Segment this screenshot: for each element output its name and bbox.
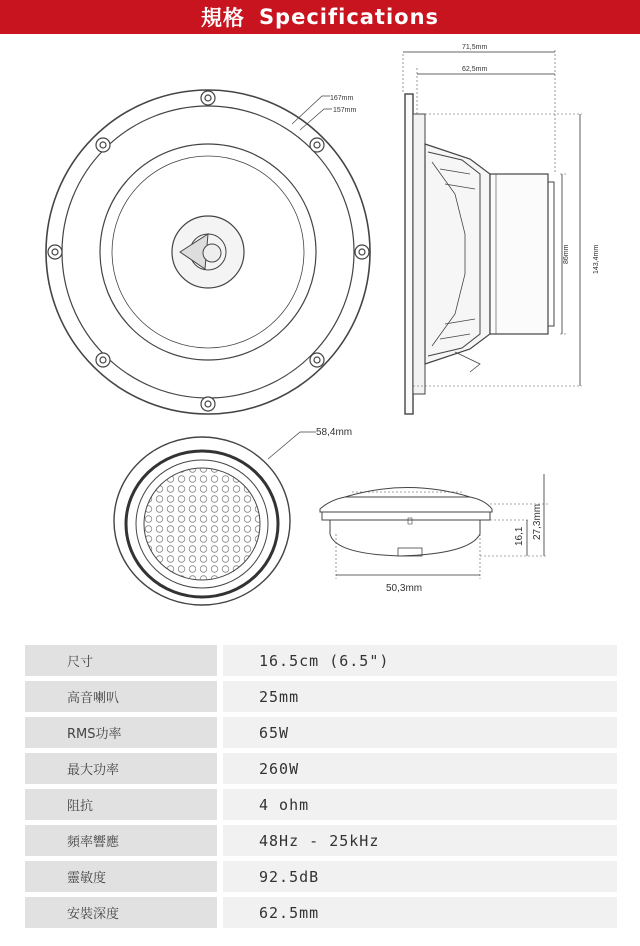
dim-side-depth-mount: 62,5mm <box>462 66 488 73</box>
dim-front-inner: 157mm <box>333 107 357 114</box>
dim-tweeter-width: 50,3mm <box>386 583 423 594</box>
spec-row <box>25 645 617 676</box>
spec-value: 62.5mm <box>223 897 617 928</box>
woofer-front-view <box>46 90 370 414</box>
spec-label: 尺寸 <box>25 645 217 676</box>
page-header <box>0 0 640 34</box>
tweeter-front-view <box>114 432 316 605</box>
spec-label: RMS功率 <box>25 717 217 748</box>
spec-label: 安裝深度 <box>25 897 217 928</box>
technical-drawing <box>0 34 640 634</box>
dim-side-depth-total: 71,5mm <box>462 44 488 51</box>
header-title-en: Specifications <box>258 5 440 29</box>
spec-value: 48Hz - 25kHz <box>223 825 617 856</box>
dim-side-magnet: 86mm <box>563 244 570 264</box>
spec-value: 16.5cm (6.5") <box>223 645 617 676</box>
spec-row <box>25 789 617 820</box>
dim-tweeter-diameter: 58,4mm <box>316 427 353 438</box>
dim-tweeter-height-small: 16,1 <box>514 526 525 546</box>
spec-row <box>25 681 617 712</box>
dim-tweeter-height-total: 27,3mm <box>532 503 543 540</box>
spec-label: 頻率響應 <box>25 825 217 856</box>
spec-label: 阻抗 <box>25 789 217 820</box>
spec-row <box>25 825 617 856</box>
spec-value: 65W <box>223 717 617 748</box>
woofer-side-view <box>403 50 582 414</box>
spec-row <box>25 753 617 784</box>
spec-table <box>25 640 617 933</box>
spec-value: 260W <box>223 753 617 784</box>
spec-value: 92.5dB <box>223 861 617 892</box>
tweeter-side-view <box>320 474 548 579</box>
spec-value: 25mm <box>223 681 617 712</box>
spec-label: 高音喇叭 <box>25 681 217 712</box>
spec-row <box>25 861 617 892</box>
spec-row <box>25 717 617 748</box>
spec-label: 最大功率 <box>25 753 217 784</box>
dim-front-outer: 167mm <box>330 95 354 102</box>
spec-label: 靈敏度 <box>25 861 217 892</box>
dim-side-height: 143,4mm <box>593 244 600 274</box>
spec-value: 4 ohm <box>223 789 617 820</box>
header-title-zh: 規格 <box>200 6 245 30</box>
spec-row <box>25 897 617 928</box>
